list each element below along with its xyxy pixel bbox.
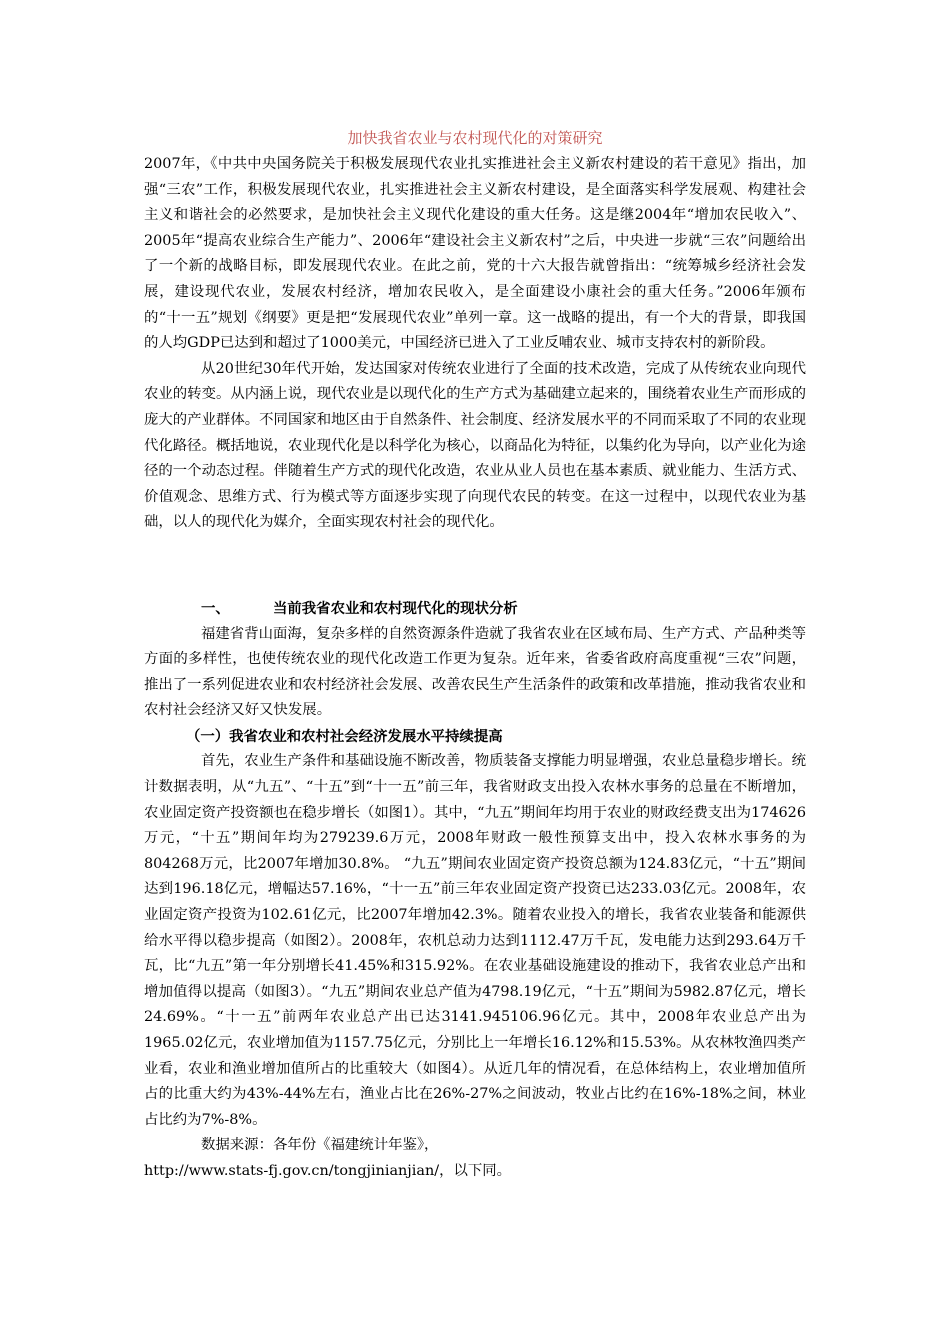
subsection-heading: （一）我省农业和农村社会经济发展水平持续提高 xyxy=(186,727,503,745)
document-title: 加快我省农业与农村现代化的对策研究 xyxy=(347,129,603,147)
intro-paragraph-1: 2007年，《中共中央国务院关于积极发展现代农业扎实推进社会主义新农村建设的若干意见》指出，加强“三农”工作，积极发展现代农业，扎实推进社会主义新农村建设，是全面落实科学发展观、构建社会主义和谐社会的必然要求，是加快社会主义现代化建设的重大任务。这是继2004年“增加农民收入”、2005年“提高农业综合生产能力”、2006年“建设社会主义新农村”之后，中央进一步就“三农”问题给出了一个新的战略目标，即发展现代农业。在此之前，党的十六大报告就曾指出：“统筹城乡经济社会发展，建设现代农业，发展农村经济，增加农民收入，是全面建设小康社会的重大任务。”2006年颁布的“十一五”规划《纲要》更是把“发展现代农业”单列一章。这一战略的提出，有一个大的背景，即我国的人均GDP已达到和超过了1000美元，中国经济已进入了工业反哺农业、城市支持农村的新阶段。 xyxy=(144,156,806,352)
section-heading xyxy=(144,596,806,622)
section-number: 一、 xyxy=(201,599,230,617)
data-source-url: http://www.stats-fj.gov.cn/tongjinianjian/，以下同。 xyxy=(144,1162,512,1179)
data-source-label: 数据来源：各年份《福建统计年鉴》， xyxy=(201,1137,439,1154)
subsection-paragraph: 首先，农业生产条件和基础设施不断改善，物质装备支撑能力明显增强，农业总量稳步增长。统计数据表明，从“九五”、“十五”到“十一五”前三年，我省财政支出投入农林水事务的总量在不断增加，农业固定资产投资额也在稳步增长（如图1）。其中，“九五”期间年均用于农业的财政经费支出为174626万元，“十五”期间年均为279239.6万元，2008年财政一般性预算支出中，投入农林水事务的为804268万元，比2007年增加30.8%。 “九五”期间农业固定资产投资总额为124.83亿元，“十五”期间达到196.18亿元，增幅达57.16%，“十一五”前三年农业固定资产投资已达233.03亿元。2008年，农业固定资产投资为102.61亿元，比2007年增加42.3%。随着农业投入的增长，我省农业装备和能源供给水平得以稳步提高（如图2）。2008年，农机总动力达到1112.47万千瓦，发电能力达到293.64万千瓦，比“九五”第一年分别增长41.45%和315.92%。在农业基础设施建设的推动下，我省农业总产出和增加值得以提高（如图3）。“九五”期间农业总产值为4798.19亿元，“十五”期间为5982.87亿元，增长24.69%。“十一五”前两年农业总产出已达3141.945106.96亿元。其中，2008年农业总产出为1965.02亿元，农业增加值为1157.75亿元，分别比上一年增长16.12%和15.53%。从农林牧渔四类产业看，农业和渔业增加值所占的比重较大（如图4）。从近几年的情况看，在总体结构上，农业增加值所占的比重大约为43%-44%左右，渔业占比在26%-27%之间波动，牧业占比约在16%-18%之间，林业占比约为7%-8%。 xyxy=(144,753,806,1128)
document-body xyxy=(144,126,806,1185)
intro-paragraph-2: 从20世纪30年代开始，发达国家对传统农业进行了全面的技术改造，完成了从传统农业向现代农业的转变。从内涵上说，现代农业是以现代化的生产方式为基础建立起来的，围绕着农业生产而形成的庞大的产业群体。不同国家和地区由于自然条件、社会制度、经济发展水平的不同而采取了不同的农业现代化路径。概括地说，农业现代化是以科学化为核心，以商品化为特征，以集约化为导向，以产业化为途径的一个动态过程。伴随着生产方式的现代化改造，农业从业人员也在基本素质、就业能力、生活方式、价值观念、思维方式、行为模式等方面逐步实现了向现代农民的转变。在这一过程中，以现代农业为基础，以人的现代化为媒介，全面实现农村社会的现代化。 xyxy=(144,360,806,531)
section-heading-text: 当前我省农业和农村现代化的现状分析 xyxy=(273,599,518,617)
section-spacer xyxy=(144,536,806,596)
section-paragraph: 福建省背山面海，复杂多样的自然资源条件造就了我省农业在区域布局、生产方式、产品种类等方面的多样性，也使传统农业的现代化改造工作更为复杂。近年来，省委省政府高度重视“三农”问题，推出了一系列促进农业和农村经济社会发展、改善农民生产生活条件的政策和改革措施，推动我省农业和农村社会经济又好又快发展。 xyxy=(144,625,806,719)
